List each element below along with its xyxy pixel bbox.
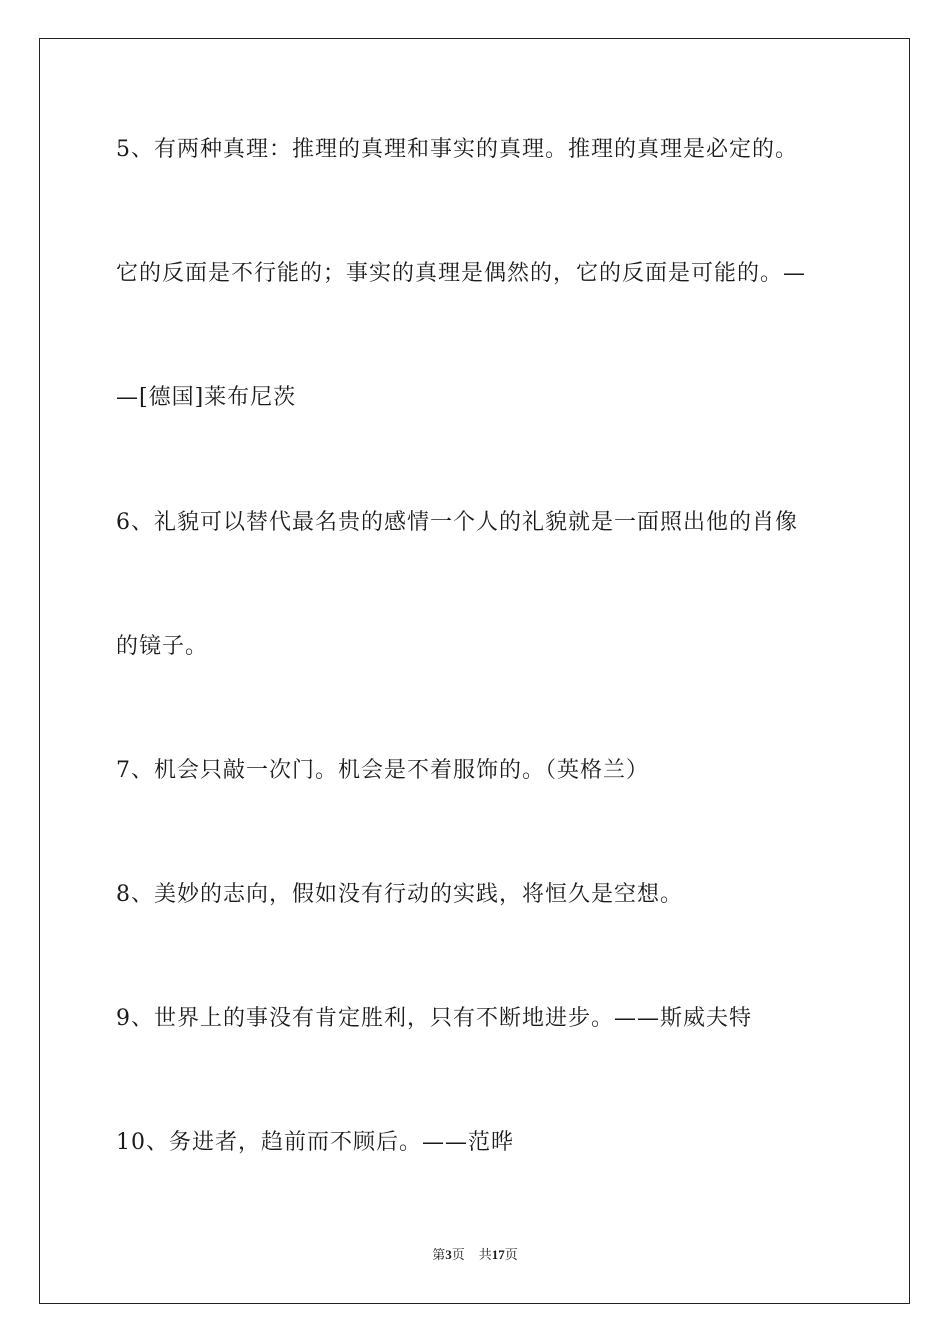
total-suffix: 页 [504, 1247, 518, 1262]
page-prefix: 第 [432, 1247, 446, 1262]
quote-5-line-1: 5、有两种真理：推理的真理和事实的真理。推理的真理是必定的。 [116, 137, 798, 162]
quote-5-line-3: —[德国]莱布尼茨 [116, 385, 297, 410]
quote-6-line-2: 的镜子。 [116, 634, 209, 659]
quote-8: 8、美妙的志向，假如没有行动的实践，将恒久是空想。 [116, 882, 683, 907]
page-suffix: 页 [451, 1247, 465, 1262]
quote-6-line-1: 6、礼貌可以替代最名贵的感情一个人的礼貌就是一面照出他的肖像 [116, 510, 798, 535]
total-prefix: 共 [478, 1247, 492, 1262]
page-total: 17 [491, 1247, 505, 1262]
page-border [39, 38, 910, 1304]
quote-7: 7、机会只敲一次门。机会是不着服饰的。（英格兰） [116, 758, 649, 783]
quote-9: 9、世界上的事没有肯定胜利，只有不断地进步。——斯威夫特 [116, 1006, 752, 1031]
page-footer [0, 1246, 950, 1264]
quote-5-line-2: 它的反面是不行能的；事实的真理是偶然的，它的反面是可能的。— [116, 261, 807, 286]
page-current: 3 [445, 1247, 452, 1262]
quote-10: 10、务进者，趋前而不顾后。——范晔 [116, 1130, 514, 1155]
